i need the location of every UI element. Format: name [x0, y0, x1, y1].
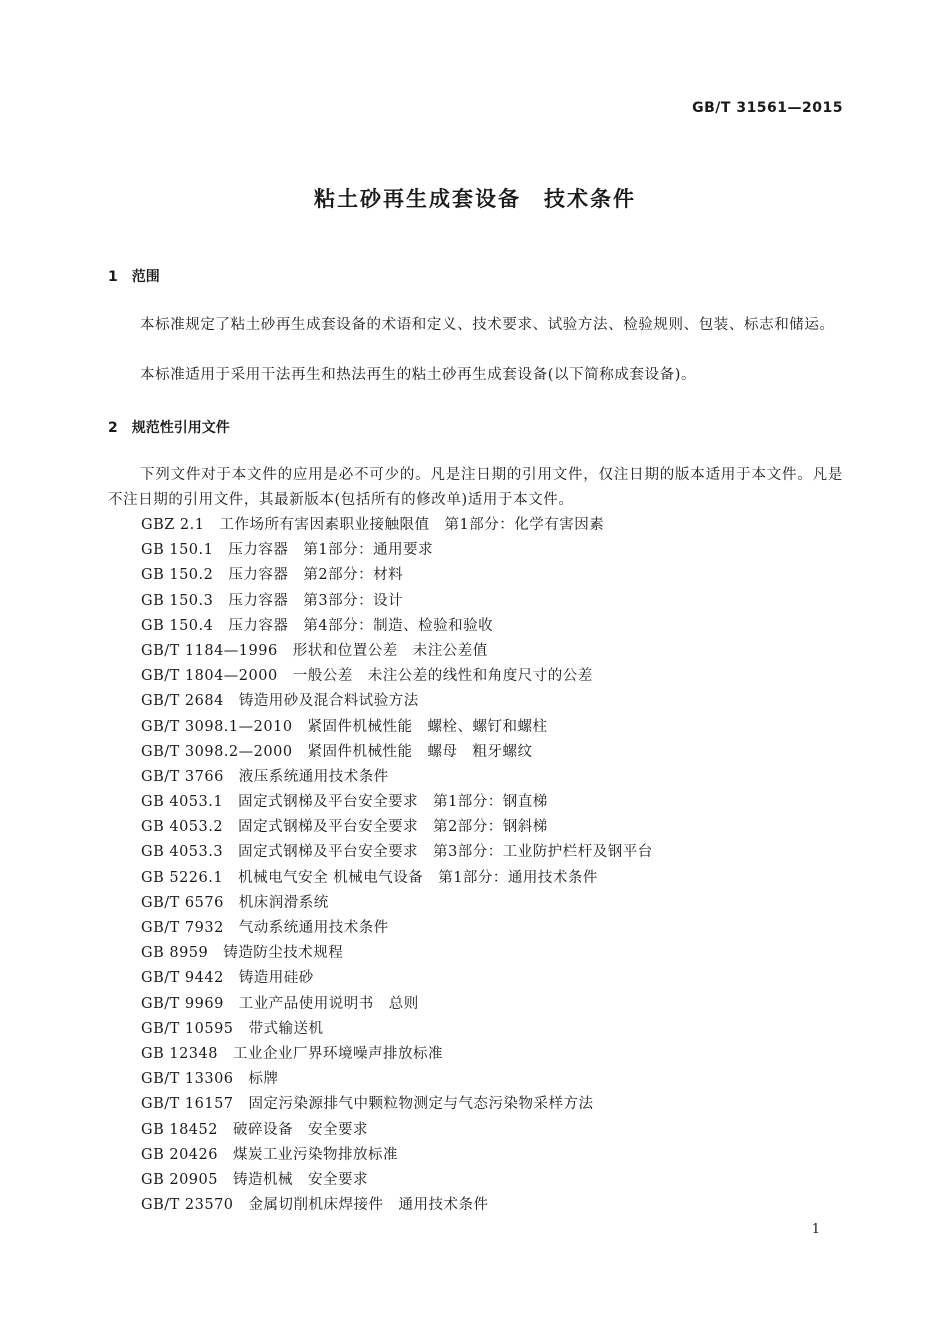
reference-item: GB/T 7932 气动系统通用技术条件: [141, 920, 389, 936]
document-title: 粘土砂再生成套设备 技术条件: [314, 187, 636, 211]
standard-code: GB/T 31561—2015: [692, 100, 843, 116]
reference-item: GB 20905 铸造机械 安全要求: [141, 1171, 368, 1188]
reference-item: GB 4053.2 固定式钢梯及平台安全要求 第2部分：钢斜梯: [141, 819, 548, 836]
section-heading-scope: 1 范围: [108, 269, 160, 285]
reference-item: GB 150.4 压力容器 第4部分：制造、检验和验收: [141, 617, 494, 634]
scope-paragraph-2: 本标准适用于采用干法再生和热法再生的粘土砂再生成套设备(以下简称成套设备)。: [140, 367, 697, 383]
reference-item: GB/T 9442 铸造用硅砂: [141, 970, 314, 987]
reference-item: GB/T 6576 机床润滑系统: [141, 894, 329, 911]
reference-item: GB/T 3766 液压系统通用技术条件: [141, 768, 389, 785]
reference-item: GB/T 13306 标牌: [141, 1071, 279, 1088]
reference-item: GB 5226.1 机械电气安全 机械电气设备 第1部分：通用技术条件: [141, 869, 598, 886]
reference-item: GB/T 16157 固定污染源排气中颗粒物测定与气态污染物采样方法: [141, 1096, 594, 1113]
reference-item: GB 150.2 压力容器 第2部分：材料: [141, 567, 404, 584]
section-heading-normative-references: 2 规范性引用文件: [108, 420, 230, 436]
reference-item: GB/T 1804—2000 一般公差 未注公差的线性和角度尺寸的公差: [141, 668, 593, 685]
reference-item: GB 150.3 压力容器 第3部分：设计: [141, 592, 404, 609]
reference-item: GB/T 10595 带式输送机: [141, 1020, 324, 1037]
reference-item: GBZ 2.1 工作场所有害因素职业接触限值 第1部分：化学有害因素: [141, 517, 605, 533]
reference-item: GB 4053.3 固定式钢梯及平台安全要求 第3部分：工业防护栏杆及钢平台: [141, 844, 653, 861]
reference-item: GB/T 23570 金属切削机床焊接件 通用技术条件: [141, 1197, 489, 1214]
scope-paragraph-1: 本标准规定了粘土砂再生成套设备的术语和定义、技术要求、试验方法、检验规则、包装、标志和储运。: [140, 317, 835, 333]
reference-item: GB 18452 破碎设备 安全要求: [141, 1121, 368, 1138]
reference-item: GB 20426 煤炭工业污染物排放标准: [141, 1146, 398, 1163]
references-intro-paragraph: 下列文件对于本文件的应用是必不可少的。凡是注日期的引用文件，仅注日期的版本适用于本文件。凡是不注日期的引用文件，其最新版本(包括所有的修改单)适用于本文件。: [108, 467, 843, 508]
reference-item: GB 4053.1 固定式钢梯及平台安全要求 第1部分：钢直梯: [141, 794, 548, 811]
page-number: 1: [811, 1222, 820, 1237]
reference-item: GB/T 1184—1996 形状和位置公差 未注公差值: [141, 642, 488, 659]
reference-item: GB 8959 铸造防尘技术规程: [141, 945, 344, 962]
reference-item: GB/T 2684 铸造用砂及混合料试验方法: [141, 693, 419, 710]
reference-item: GB/T 3098.1—2010 紧固件机械性能 螺栓、螺钉和螺柱: [141, 718, 548, 735]
reference-item: GB/T 9969 工业产品使用说明书 总则: [141, 995, 419, 1012]
reference-item: GB/T 3098.2—2000 紧固件机械性能 螺母 粗牙螺纹: [141, 743, 533, 760]
reference-list: [141, 513, 653, 1218]
reference-item: GB 150.1 压力容器 第1部分：通用要求: [141, 542, 434, 559]
reference-item: GB 12348 工业企业厂界环境噪声排放标准: [141, 1045, 443, 1062]
